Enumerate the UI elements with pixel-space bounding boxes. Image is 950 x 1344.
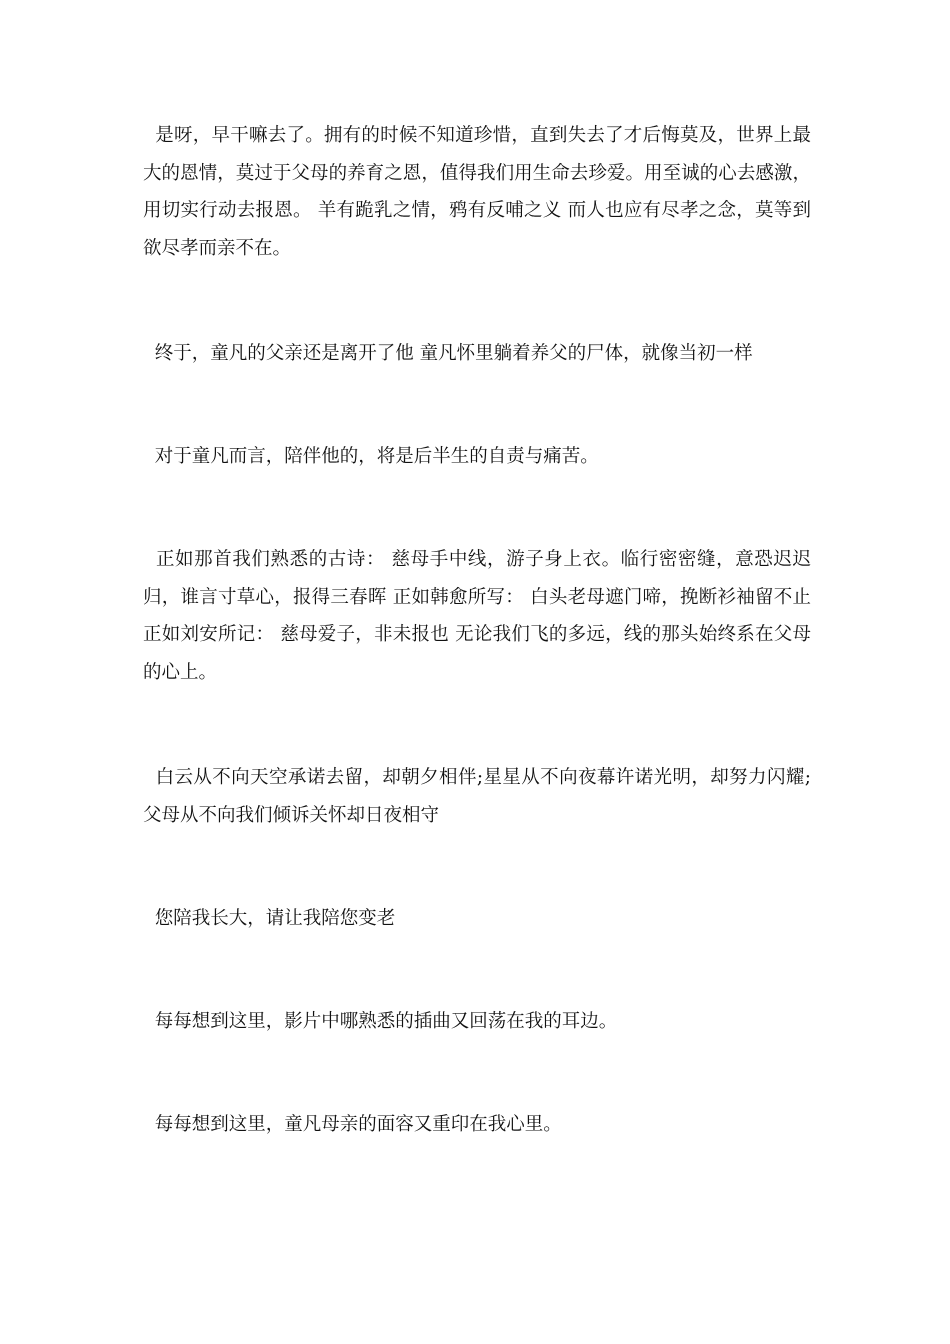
paragraph-clouds-stars-parents: 白云从不向天空承诺去留，却朝夕相伴;星星从不向夜幕许诺光明，却努力闪耀;父母从不向我们倾诉关怀却日夜相守 — [143, 767, 811, 826]
paragraph-mother-face: 每每想到这里，童凡母亲的面容又重印在我心里。 — [143, 1114, 562, 1135]
paragraph-grow-old-together: 您陪我长大，请让我陪您变老 — [143, 908, 396, 929]
paragraph-filial-gratitude: 是呀，早干嘛去了。拥有的时候不知道珍惜，直到失去了才后悔莫及，世界上最大的恩情，莫过于父母的养育之恩，值得我们用生命去珍爱。用至诚的心去感激，用切实行动去报恩。 羊有跪乳之情，鸦有反哺之义 而人也应有尽孝之念，莫等到欲尽孝而亲不在。 — [143, 125, 811, 259]
paragraph-self-blame: 对于童凡而言，陪伴他的，将是后半生的自责与痛苦。 — [143, 446, 599, 467]
paragraph-father-leaves: 终于，童凡的父亲还是离开了他 童凡怀里躺着养父的尸体，就像当初一样 — [143, 343, 753, 364]
paragraph-classic-poems: 正如那首我们熟悉的古诗： 慈母手中线，游子身上衣。临行密密缝，意恐迟迟归，谁言寸草心，报得三春晖 正如韩愈所写： 白头老母遮门啼，挽断衫袖留不止 正如刘安所记： 慈母爱子，非未报也 无论我们飞的多远，线的那头始终系在父母的心上。 — [143, 549, 817, 683]
paragraph-film-song: 每每想到这里，影片中哪熟悉的插曲又回荡在我的耳边。 — [143, 1011, 618, 1032]
